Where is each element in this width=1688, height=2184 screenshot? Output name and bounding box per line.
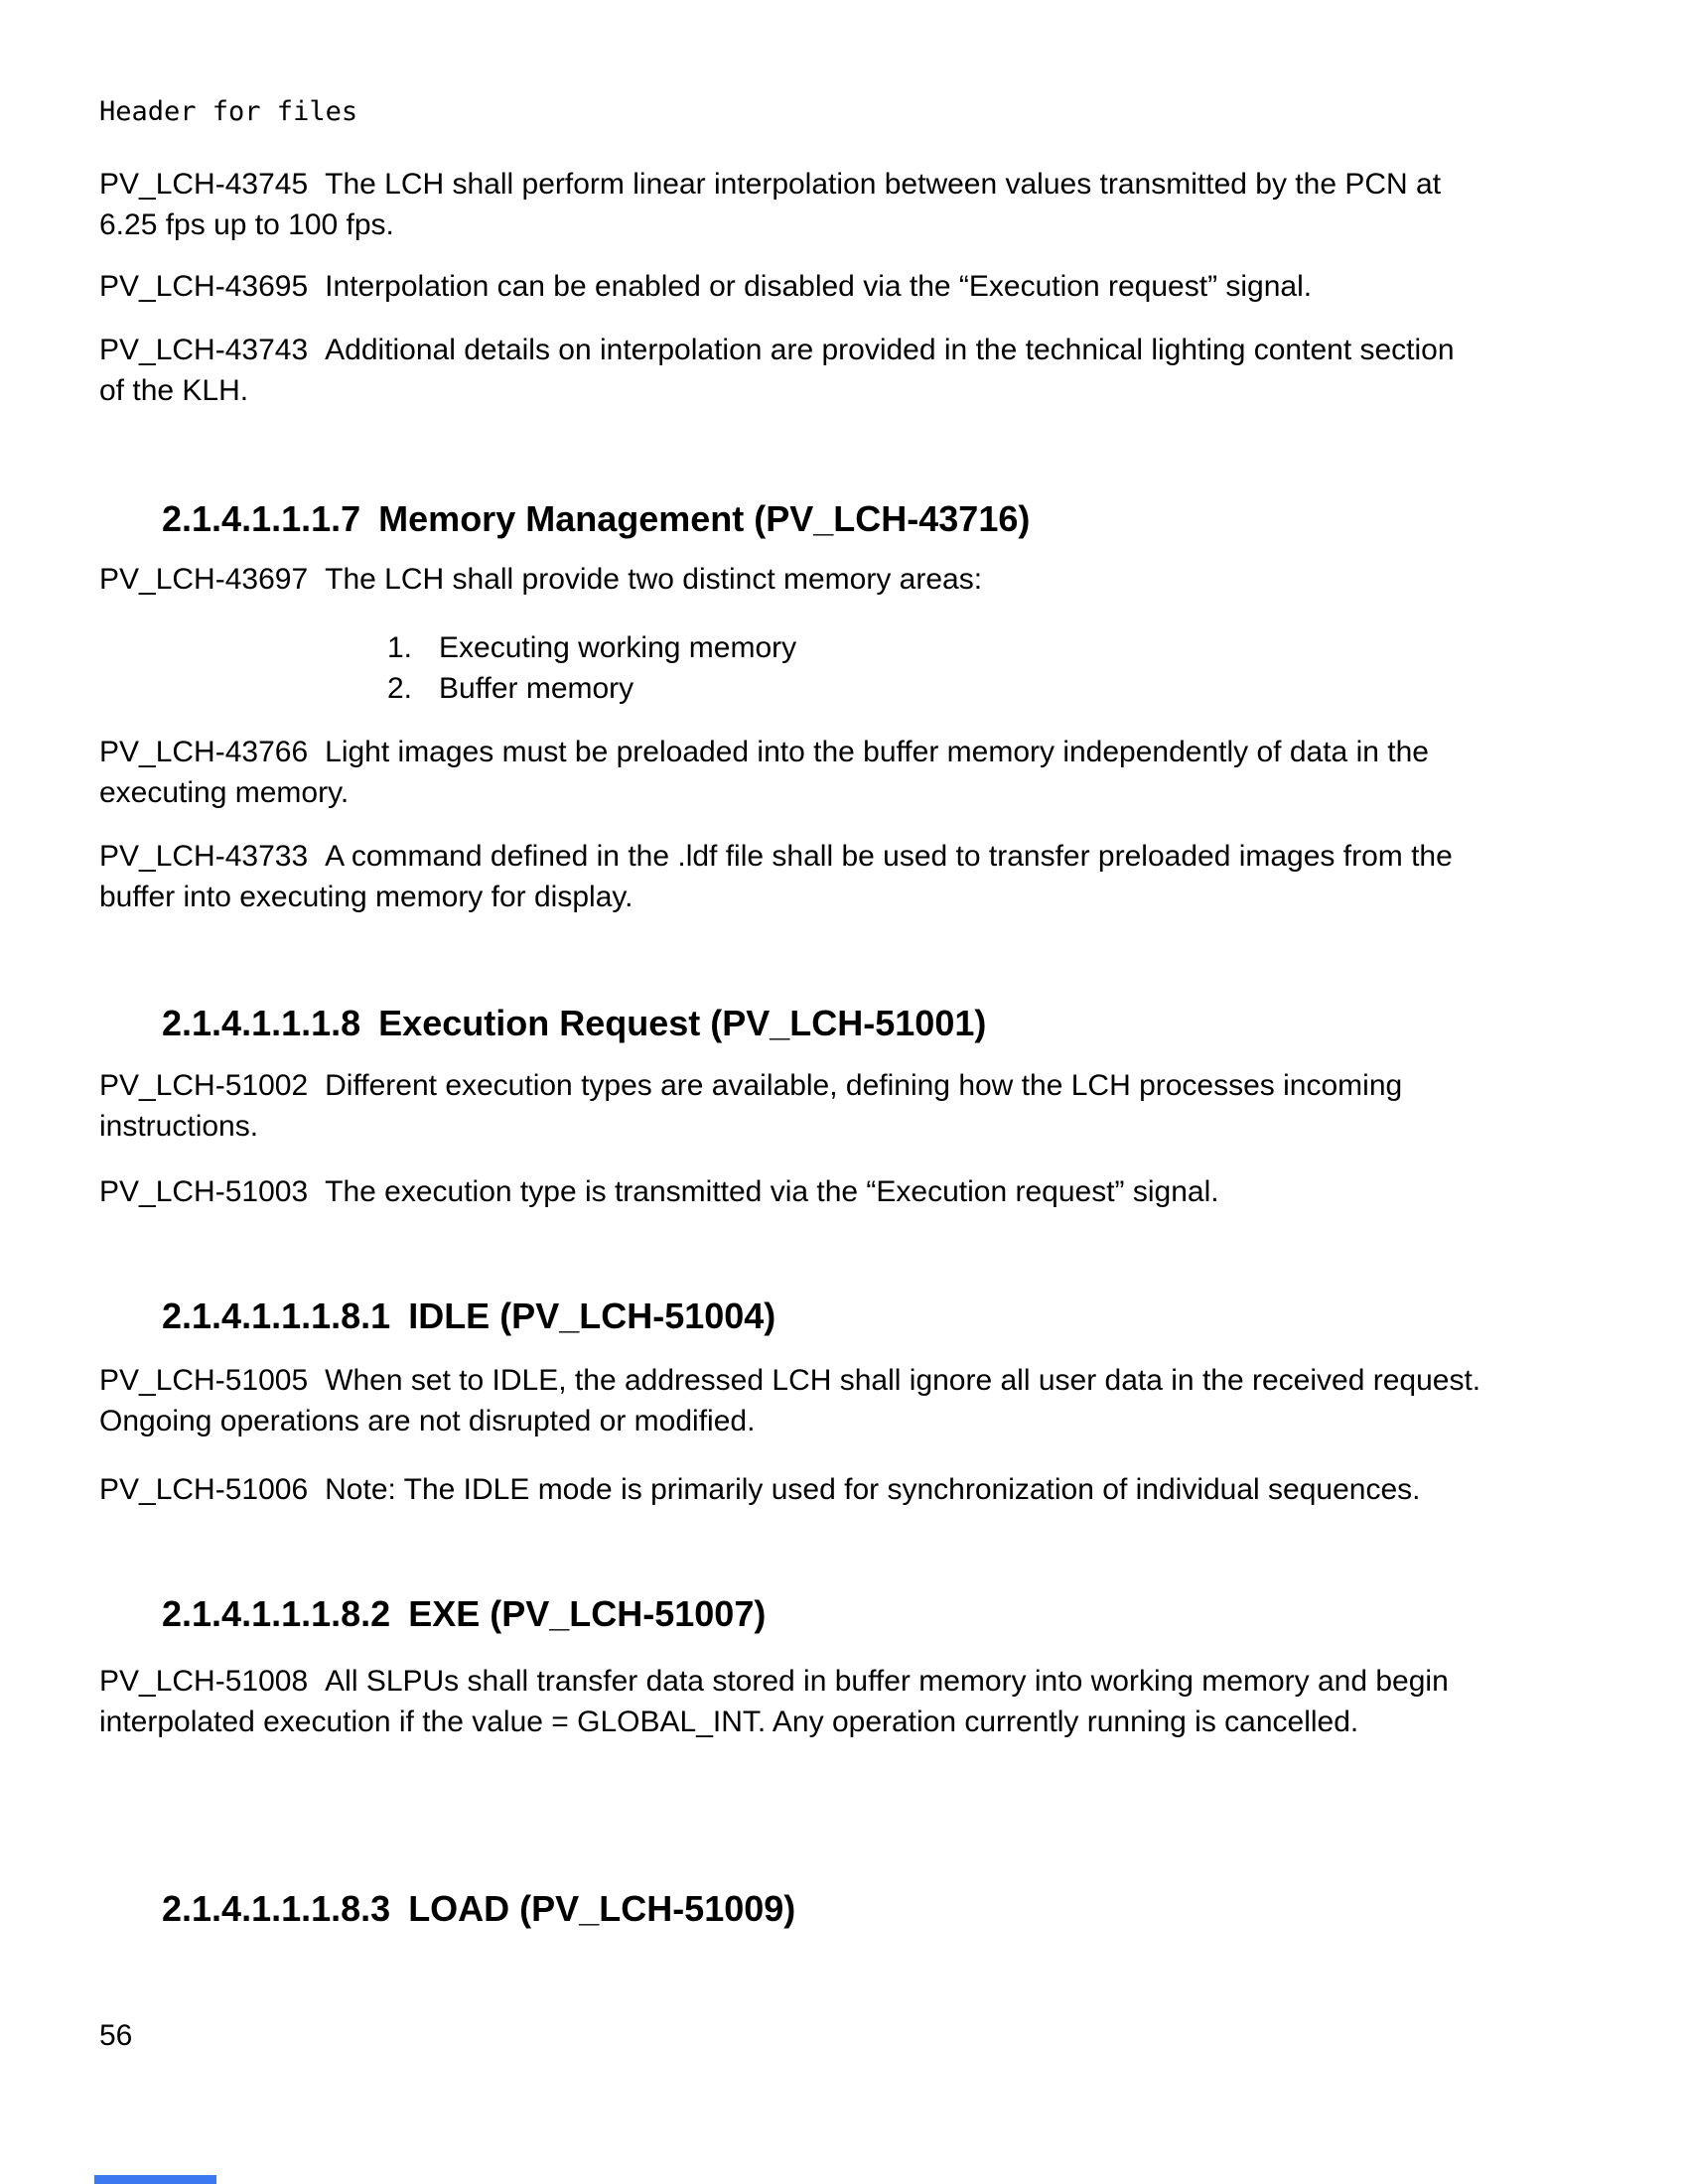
list-item xyxy=(387,668,796,709)
requirement-id: PV_LCH-51002 xyxy=(99,1069,309,1102)
heading-number: 2.1.4.1.1.1.8.3 xyxy=(162,1888,391,1929)
requirement-paragraph xyxy=(99,1661,1668,1742)
requirement-paragraph xyxy=(99,559,1668,600)
requirement-paragraph xyxy=(99,836,1668,917)
requirement-text: All SLPUs shall transfer data stored in buffer memory into working memory and begin interpolated execution if the value = GLOBAL_INT. Any operation currently running is cancelled. xyxy=(99,1665,1449,1738)
requirement-text: The LCH shall perform linear interpolation between values transmitted by the PCN at 6.25 fps up to 100 fps. xyxy=(99,168,1442,241)
bottom-accent-bar xyxy=(94,2175,216,2184)
section-heading-load xyxy=(162,1886,795,1932)
list-item-text: Executing working memory xyxy=(439,631,797,664)
requirement-paragraph xyxy=(99,266,1668,307)
page-header-text: Header for files xyxy=(99,96,358,127)
page-number: 56 xyxy=(99,2019,133,2052)
heading-number: 2.1.4.1.1.1.8.1 xyxy=(162,1296,391,1336)
heading-number: 2.1.4.1.1.1.7 xyxy=(162,498,361,539)
requirement-id: PV_LCH-51003 xyxy=(99,1175,309,1208)
requirement-text: The execution type is transmitted via the “Execution request” signal. xyxy=(325,1175,1219,1208)
heading-number: 2.1.4.1.1.1.8.2 xyxy=(162,1593,391,1634)
requirement-text: The LCH shall provide two distinct memory areas: xyxy=(325,563,983,596)
list-item xyxy=(387,627,796,668)
requirement-id: PV_LCH-43733 xyxy=(99,840,309,873)
requirement-id: PV_LCH-43766 xyxy=(99,736,309,768)
list-item-text: Buffer memory xyxy=(439,672,634,705)
heading-title: Execution Request (PV_LCH-51001) xyxy=(378,1003,987,1043)
memory-areas-list xyxy=(387,627,796,709)
section-heading-exe xyxy=(162,1591,766,1637)
requirement-text: Additional details on interpolation are provided in the technical lighting content section of the KLH. xyxy=(99,334,1455,407)
requirement-id: PV_LCH-43697 xyxy=(99,563,309,596)
requirement-id: PV_LCH-43745 xyxy=(99,168,309,201)
requirement-id: PV_LCH-43743 xyxy=(99,334,309,366)
section-heading-idle xyxy=(162,1294,775,1339)
requirement-paragraph xyxy=(99,164,1668,245)
requirement-text: When set to IDLE, the addressed LCH shall ignore all user data in the received request. Ongoing operations are not disrupted or modified. xyxy=(99,1364,1481,1437)
section-heading-execution-request xyxy=(162,1001,986,1046)
requirement-paragraph xyxy=(99,330,1668,411)
heading-title: EXE (PV_LCH-51007) xyxy=(408,1593,767,1634)
requirement-paragraph xyxy=(99,1360,1668,1441)
requirement-id: PV_LCH-43695 xyxy=(99,270,309,303)
section-heading-memory-management xyxy=(162,496,1030,542)
requirement-paragraph xyxy=(99,1065,1668,1147)
requirement-text: Different execution types are available, defining how the LCH processes incoming instructions. xyxy=(99,1069,1403,1143)
requirement-id: PV_LCH-51006 xyxy=(99,1473,309,1506)
requirement-paragraph xyxy=(99,1469,1668,1510)
requirement-paragraph xyxy=(99,1171,1668,1212)
heading-number: 2.1.4.1.1.1.8 xyxy=(162,1003,361,1043)
heading-title: Memory Management (PV_LCH-43716) xyxy=(378,498,1031,539)
requirement-text: Interpolation can be enabled or disabled via the “Execution request” signal. xyxy=(325,270,1313,303)
heading-title: LOAD (PV_LCH-51009) xyxy=(408,1888,796,1929)
heading-title: IDLE (PV_LCH-51004) xyxy=(408,1296,776,1336)
requirement-paragraph xyxy=(99,732,1668,813)
requirement-text: Light images must be preloaded into the buffer memory independently of data in the executing memory. xyxy=(99,736,1429,809)
requirement-text: A command defined in the .ldf file shall be used to transfer preloaded images from the buffer into executing memory for display. xyxy=(99,840,1453,913)
requirement-text: Note: The IDLE mode is primarily used for synchronization of individual sequences. xyxy=(325,1473,1421,1506)
requirement-id: PV_LCH-51008 xyxy=(99,1665,309,1698)
list-item-marker: 1. xyxy=(387,631,413,664)
list-item-marker: 2. xyxy=(387,672,413,705)
requirement-id: PV_LCH-51005 xyxy=(99,1364,309,1397)
